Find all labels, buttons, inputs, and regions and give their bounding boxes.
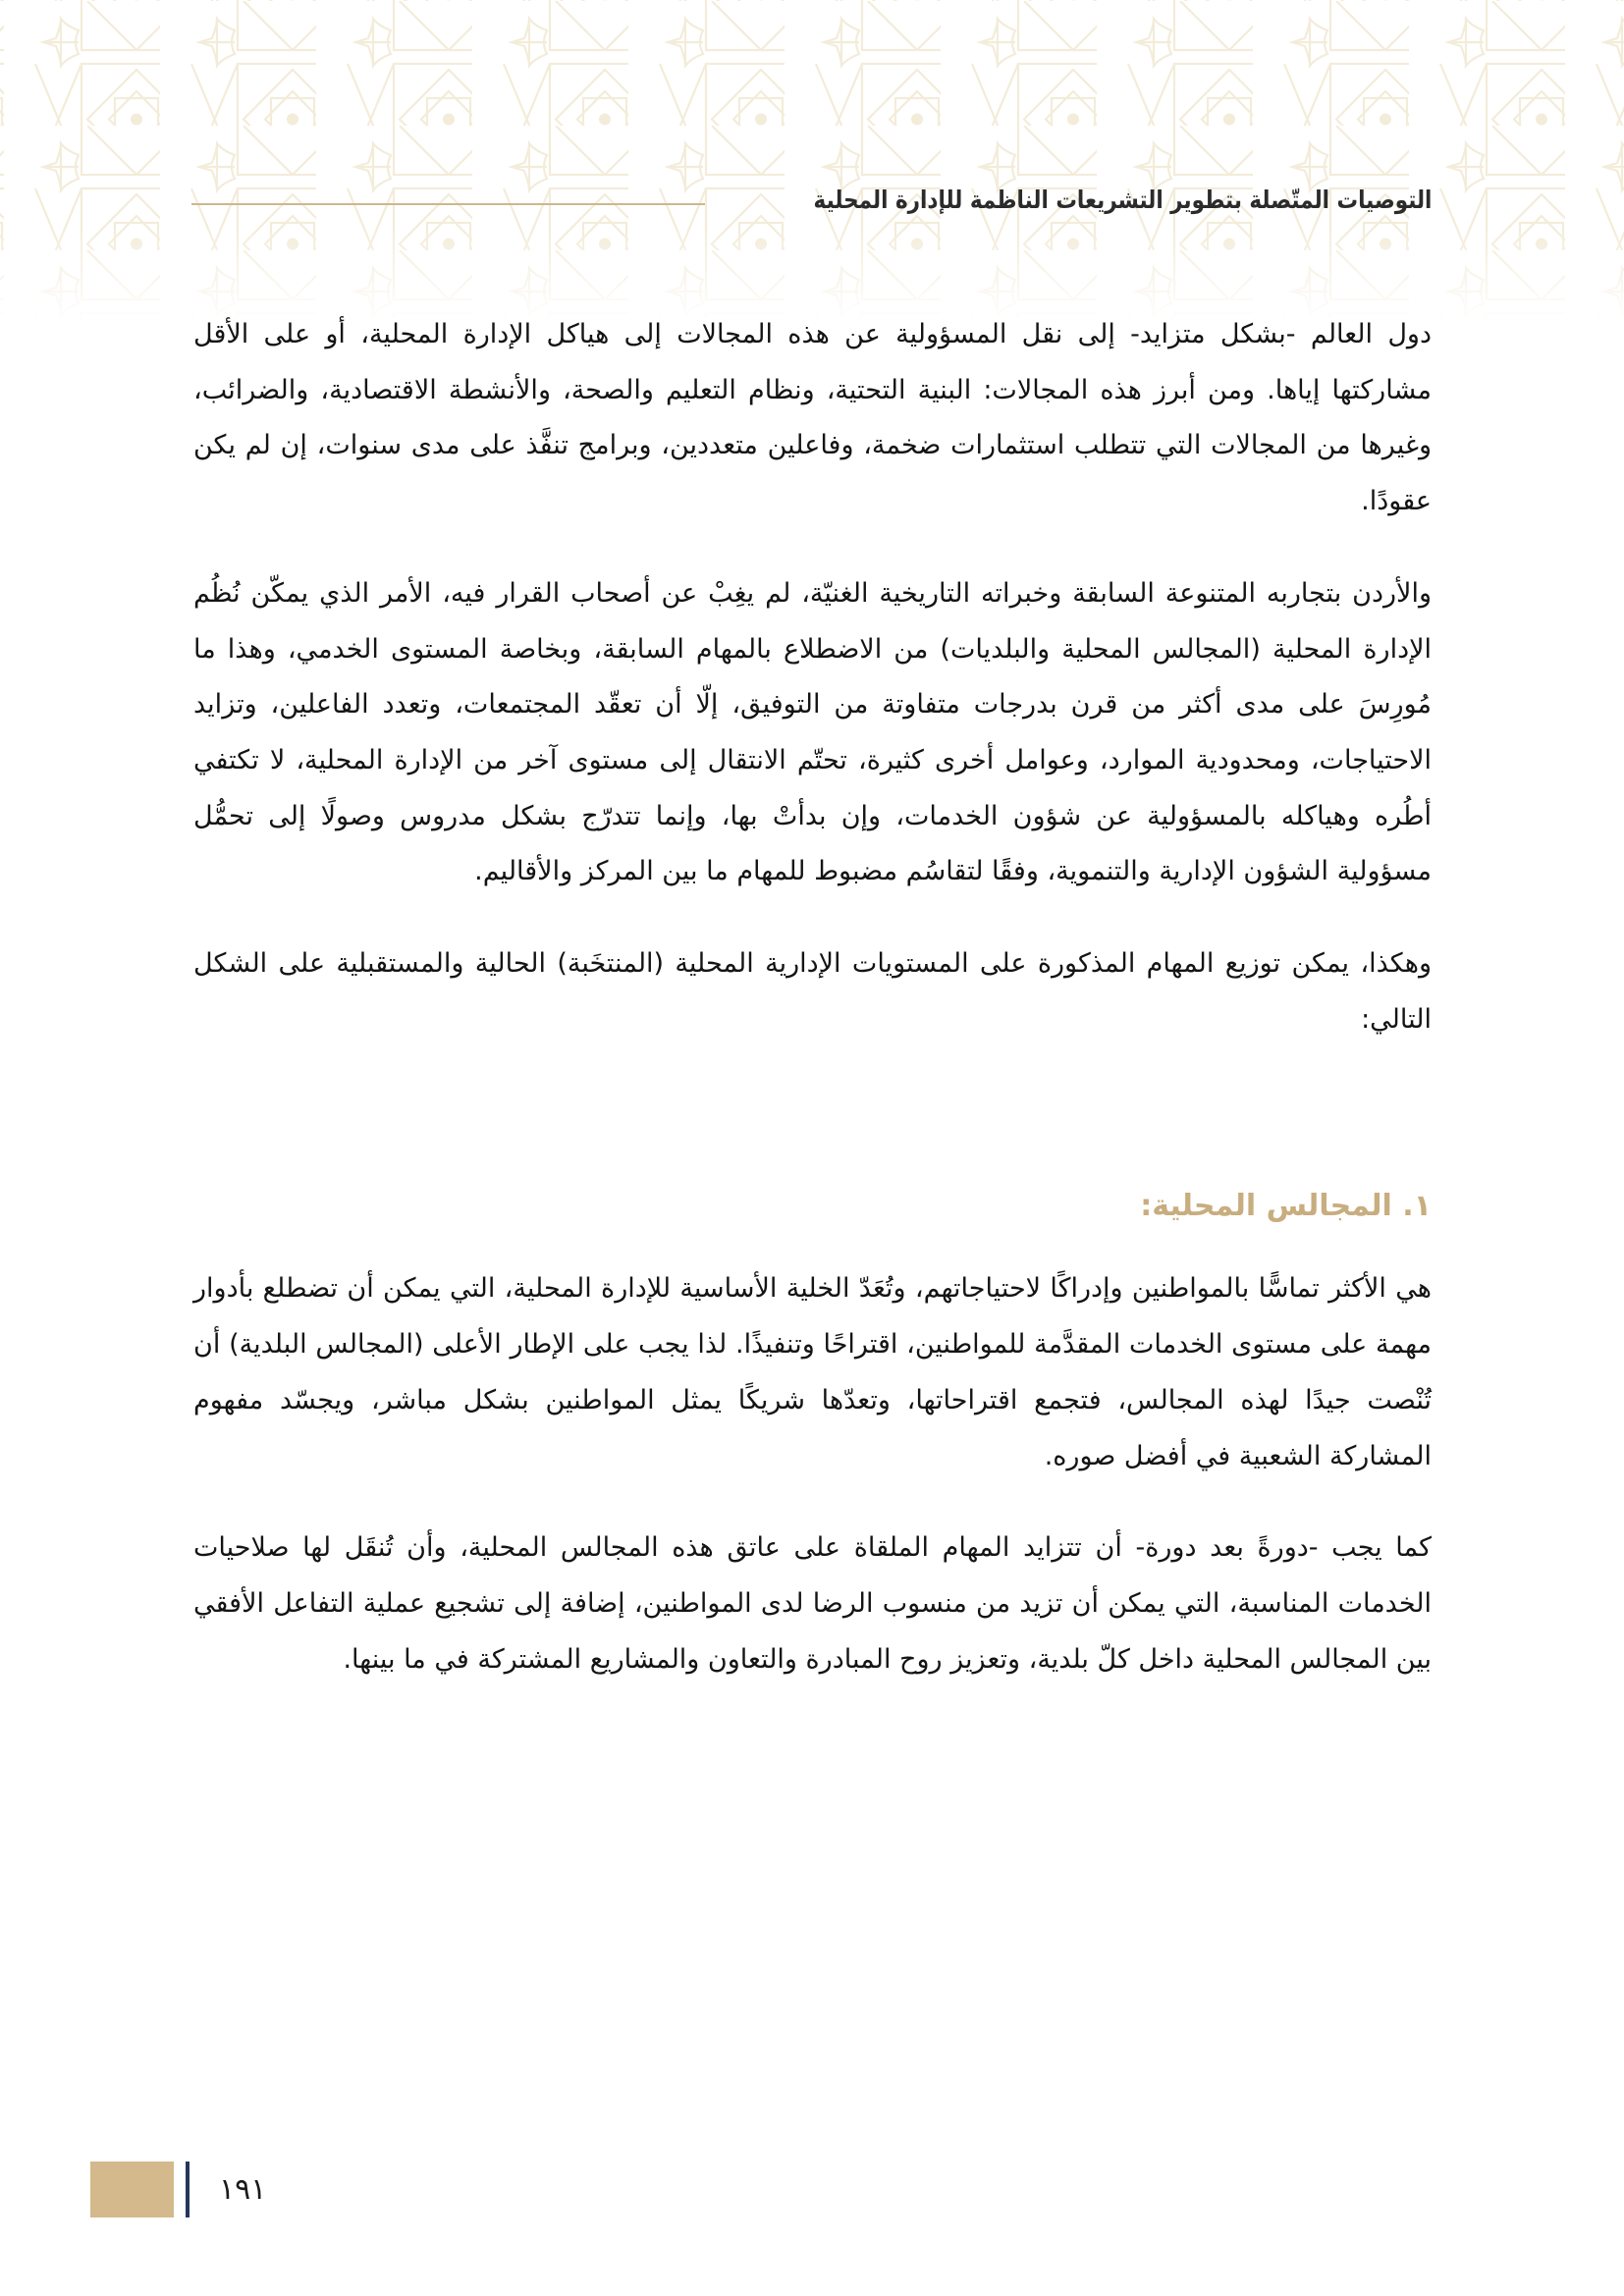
section-paragraph: هي الأكثر تماسًّا بالمواطنين وإدراكًا لاحتياجاتهم، وتُعَدّ الخلية الأساسية للإدارة المحلية، التي يمكن أن تضطلع بأدوار مهمة على مستوى الخدمات المقدَّمة للمواطنين، اقتراحًا وتنفيذًا. لذا يجب على الإطار الأعلى (المجالس البلدية) أن تُنْصت جيدًا لهذه المجالس، فتجمع اقتراحاتها، وتعدّها شريكًا يمثل المواطنين بشكل مباشر، ويجسّد مفهوم المشاركة الشعبية في أفضل صوره. bbox=[193, 1273, 1432, 1471]
footer-color-block bbox=[90, 2162, 174, 2217]
running-header-title: التوصيات المتّصلة بتطوير التشريعات الناظمة للإدارة المحلية bbox=[813, 185, 1432, 214]
decorative-header-pattern bbox=[0, 0, 1624, 324]
body-paragraph: وهكذا، يمكن توزيع المهام المذكورة على المستويات الإدارية المحلية (المنتخَبة) الحالية والمستقبلية على الشكل التالي: bbox=[193, 948, 1432, 1035]
page-body bbox=[193, 307, 1432, 1687]
running-header bbox=[191, 180, 1432, 219]
section-paragraph: كما يجب -دورةً بعد دورة- أن تتزايد المهام الملقاة على عاتق هذه المجالس المحلية، وأن تُنقَل لها صلاحيات الخدمات المناسبة، التي يمكن أن تزيد من منسوب الرضا لدى المواطنين، إضافة إلى تشجيع عملية التفاعل الأفقي بين المجالس المحلية داخل كلّ بلدية، وتعزيز روح المبادرة والتعاون والمشاريع المشتركة في ما بينها. bbox=[193, 1532, 1432, 1675]
footer-divider-bar bbox=[186, 2162, 189, 2217]
header-divider-line bbox=[191, 203, 705, 205]
page-footer bbox=[90, 2162, 266, 2217]
body-paragraph: والأردن بتجاربه المتنوعة السابقة وخبراته التاريخية الغنيّة، لم يغِبْ عن أصحاب القرار فيه، الأمر الذي يمكّن نُظُم الإدارة المحلية (المجالس المحلية والبلديات) من الاضطلاع بالمهام السابقة، وبخاصة المستوى الخدمي، وهذا ما مُورِسَ على مدى أكثر من قرن بدرجات متفاوتة من التوفيق، إلّا أن تعقّد المجتمعات، وتعدد الفاعلين، وتزايد الاحتياجات، ومحدودية الموارد، وعوامل أخرى كثيرة، تحتّم الانتقال إلى مستوى آخر من الإدارة المحلية، لا تكتفي أطُره وهياكله بالمسؤولية عن شؤون الخدمات، وإن بدأتْ بها، وإنما تتدرّج بشكل مدروس وصولًا إلى تحمُّل مسؤولية الشؤون الإدارية والتنموية، وفقًا لتقاسُم مضبوط للمهام ما بين المركز والأقاليم. bbox=[193, 577, 1432, 887]
body-paragraph: دول العالم -بشكل متزايد- إلى نقل المسؤولية عن هذه المجالات إلى هياكل الإدارة المحلية، أو على الأقل مشاركتها إياها. ومن أبرز هذه المجالات: البنية التحتية، ونظام التعليم والصحة، والأنشطة الاقتصادية، والضرائب، وغيرها من المجالات التي تتطلب استثمارات ضخمة، وفاعلين متعددين، وبرامج تنفَّذ على مدى سنوات، إن لم يكن عقودًا. bbox=[193, 319, 1432, 517]
page-number: ١٩١ bbox=[219, 2172, 267, 2207]
section-heading-local-councils: ١. المجالس المحلية: bbox=[1140, 1189, 1432, 1224]
